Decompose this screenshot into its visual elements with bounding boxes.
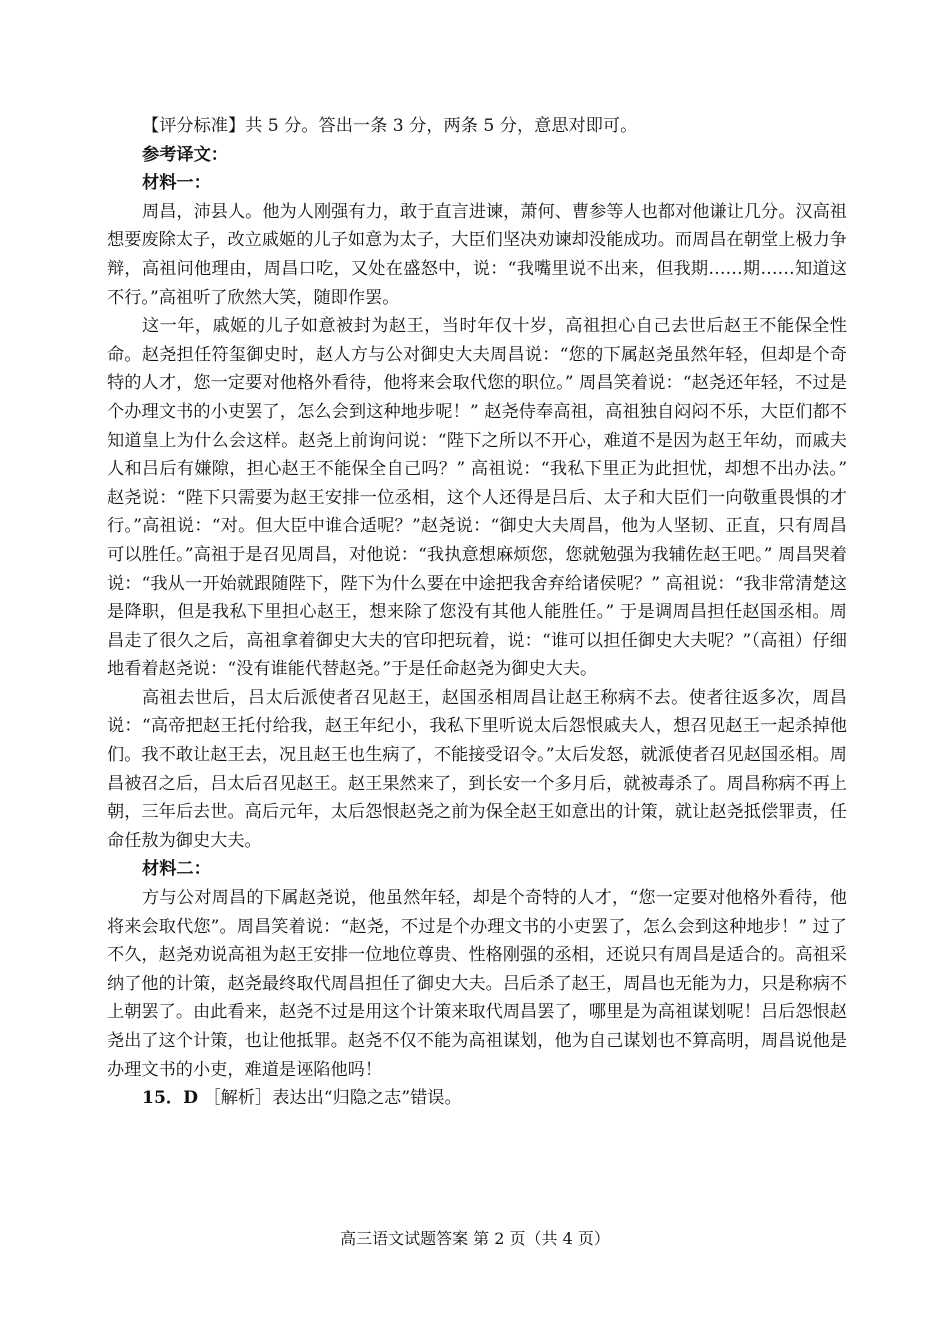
score-standard: 【评分标准】共 5 分。答出一条 3 分，两条 5 分，意思对即可。 — [142, 116, 638, 136]
material-two-heading: 材料二： — [142, 859, 211, 880]
question-15-number: 15．D — [142, 1088, 199, 1109]
material-one-paragraph-3: 高祖去世后，吕太后派使者召见赵王，赵国丞相周昌让赵王称病不去。使者往返多次，周昌说：“高帝把赵王托付给我，赵王年纪小，我私下里听说太后怨恨戚夫人，想召见赵王一起杀掉他们。我不敢让赵王去，况且赵王也生病了，不能接受诏令。”太后发怒，就派使者召见赵国丞相。周昌被召之后，吕太后召见赵王。赵王果然来了，到长安一个多月后，就被毒杀了。周昌称病不再上朝，三年后去世。高后元年，太后怨恨赵尧之前为保全赵王如意出的计策，就让赵尧抵偿罪责，任命任敖为御史大夫。 — [107, 687, 847, 851]
material-one-paragraph-2: 这一年，戚姬的儿子如意被封为赵王，当时年仅十岁，高祖担心自己去世后赵王不能保全性命。赵尧担任符玺御史时，赵人方与公对御史大夫周昌说：“您的下属赵尧虽然年轻，但却是个奇特的人才，您一定要对他格外看待，他将来会取代您的职位。” 周昌笑着说：“赵尧还年轻，不过是个办理文书的小吏罢了，怎么会到这种地步呢！” 赵尧侍奉高祖，高祖独自闷闷不乐，大臣们都不知道皇上为什么会这样。赵尧上前询问说：“陛下之所以不开心，难道不是因为赵王年幼，而戚夫人和吕后有嫌隙，担心赵王不能保全自己吗？” 高祖说：“我私下里正为此担忧，却想不出办法。” 赵尧说：“陛下只需要为赵王安排一位丞相，这个人还得是吕后、太子和大臣们一向敬重畏惧的才行。”高祖说：“对。但大臣中谁合适呢？”赵尧说：“御史大夫周昌，他为人坚韧、正直，只有周昌可以胜任。”高祖于是召见周昌，对他说：“我执意想麻烦您，您就勉强为我辅佐赵王吧。” 周昌哭着说：“我从一开始就跟随陛下，陛下为什么要在中途把我舍弃给诸侯呢？” 高祖说：“我非常清楚这是降职，但是我私下里担心赵王，想来除了您没有其他人能胜任。” 于是调周昌担任赵国丞相。周昌走了很久之后，高祖拿着御史大夫的官印把玩着，说：“谁可以担任御史大夫呢？”（高祖）仔细地看着赵尧说：“没有谁能代替赵尧。”于是任命赵尧为御史大夫。 — [107, 316, 847, 680]
question-15-analysis: ［解析］表达出“归隐之志”错误。 — [198, 1088, 462, 1109]
material-one-paragraph-1: 周昌，沛县人。他为人刚强有力，敢于直言进谏，萧何、曹参等人也都对他谦让几分。汉高祖想要废除太子，改立戚姬的儿子如意为太子，大臣们坚决劝谏却没能成功。而周昌在朝堂上极力争辩，高祖问他理由，周昌口吃，又处在盛怒中，说：“我嘴里说不出来，但我期……期……知道这不行。”高祖听了欣然大笑，随即作罢。 — [107, 201, 847, 308]
page-footer: 高三语文试题答案 第 2 页（共 4 页） — [340, 1229, 610, 1248]
material-two-paragraph-1: 方与公对周昌的下属赵尧说，他虽然年轻，却是个奇特的人才，“您一定要对他格外看待，他将来会取代您”。周昌笑着说：“赵尧，不过是个办理文书的小吏罢了，怎么会到这种地步！” 过了不久，赵尧劝说高祖为赵王安排一位地位尊贵、性格刚强的丞相，还说只有周昌是适合的。高祖采纳了他的计策，赵尧最终取代周昌担任了御史大夫。吕后杀了赵王，周昌也无能为力，只是称病不上朝罢了。由此看来，赵尧不过是用这个计策来取代周昌罢了，哪里是为高祖谋划呢！吕后怨恨赵尧出了这个计策，也让他抵罪。赵尧不仅不能为高祖谋划，他为自己谋划也不算高明，周昌说他是办理文书的小吏，难道是诬陷他吗！ — [107, 888, 847, 1080]
question-15-answer — [107, 1084, 847, 1113]
material-one-heading: 材料一： — [142, 173, 211, 194]
answer-page — [107, 112, 847, 1113]
translation-heading: 参考译文： — [142, 144, 228, 165]
